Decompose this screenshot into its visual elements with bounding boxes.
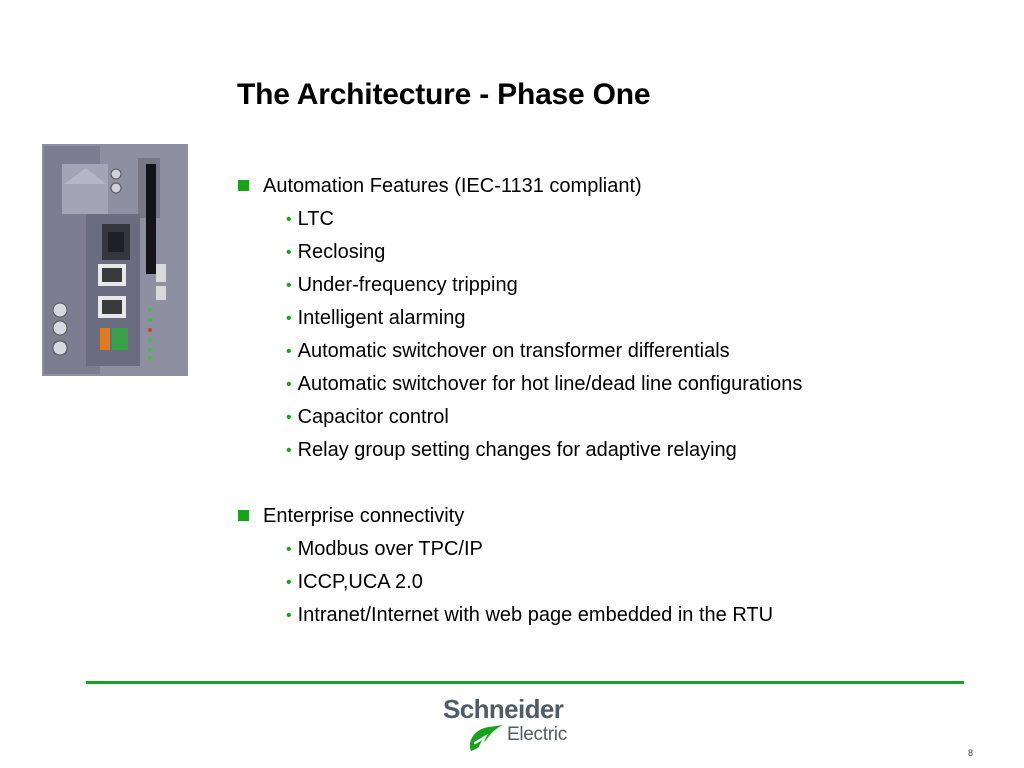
list-item [238, 368, 998, 401]
section-connectivity [238, 500, 998, 632]
bullet-dot-icon: • [286, 210, 292, 228]
list-item [238, 335, 998, 368]
section-heading [238, 170, 998, 203]
bullet-dot-icon: • [286, 573, 292, 591]
list-item-text: Modbus over TPC/IP [297, 538, 483, 560]
list-item-text: Intranet/Internet with web page embedded in the RTU [297, 604, 774, 626]
bullet-dot-icon: • [286, 342, 292, 360]
bullet-dot-icon: • [286, 441, 292, 459]
page-number: 8 [968, 748, 974, 758]
list-item [238, 302, 998, 335]
schneider-electric-logo [440, 694, 586, 756]
list-item [238, 533, 998, 566]
section-automation [238, 170, 998, 467]
footer-divider [86, 681, 964, 684]
green-square-bullet-icon [238, 510, 249, 521]
bullet-dot-icon: • [286, 243, 292, 261]
logo-wordmark-top: Schneider [443, 694, 564, 724]
section-heading [238, 500, 998, 533]
bullet-content [238, 170, 998, 632]
list-item-text: Intelligent alarming [297, 307, 466, 329]
bullet-dot-icon: • [286, 276, 292, 294]
section-heading-text: Enterprise connectivity [263, 505, 465, 527]
bullet-dot-icon: • [286, 408, 292, 426]
bullet-dot-icon: • [286, 309, 292, 327]
list-item-text: Capacitor control [297, 406, 449, 428]
logo-wordmark-bottom: Electric [507, 724, 567, 745]
list-item-text: Automatic switchover on transformer differentials [297, 340, 730, 362]
list-item [238, 401, 998, 434]
bullet-dot-icon: • [286, 540, 292, 558]
list-item-text: Reclosing [297, 241, 386, 263]
list-item [238, 236, 998, 269]
list-item [238, 599, 998, 632]
bullet-dot-icon: • [286, 375, 292, 393]
list-item-text: LTC [297, 208, 334, 230]
list-item [238, 269, 998, 302]
list-item [238, 566, 998, 599]
logo-mark-icon [465, 723, 507, 753]
list-item-text: Automatic switchover for hot line/dead line configurations [297, 373, 803, 395]
list-item [238, 434, 998, 467]
green-square-bullet-icon [238, 180, 249, 191]
list-item-text: Under-frequency tripping [297, 274, 518, 296]
list-item-text: ICCP,UCA 2.0 [297, 571, 423, 593]
slide-title: The Architecture - Phase One [237, 78, 651, 111]
section-heading-text: Automation Features (IEC-1131 compliant) [263, 175, 642, 197]
rtu-controller-image [42, 144, 188, 376]
list-item [238, 203, 998, 236]
list-item-text: Relay group setting changes for adaptive relaying [297, 439, 737, 461]
bullet-dot-icon: • [286, 606, 292, 624]
